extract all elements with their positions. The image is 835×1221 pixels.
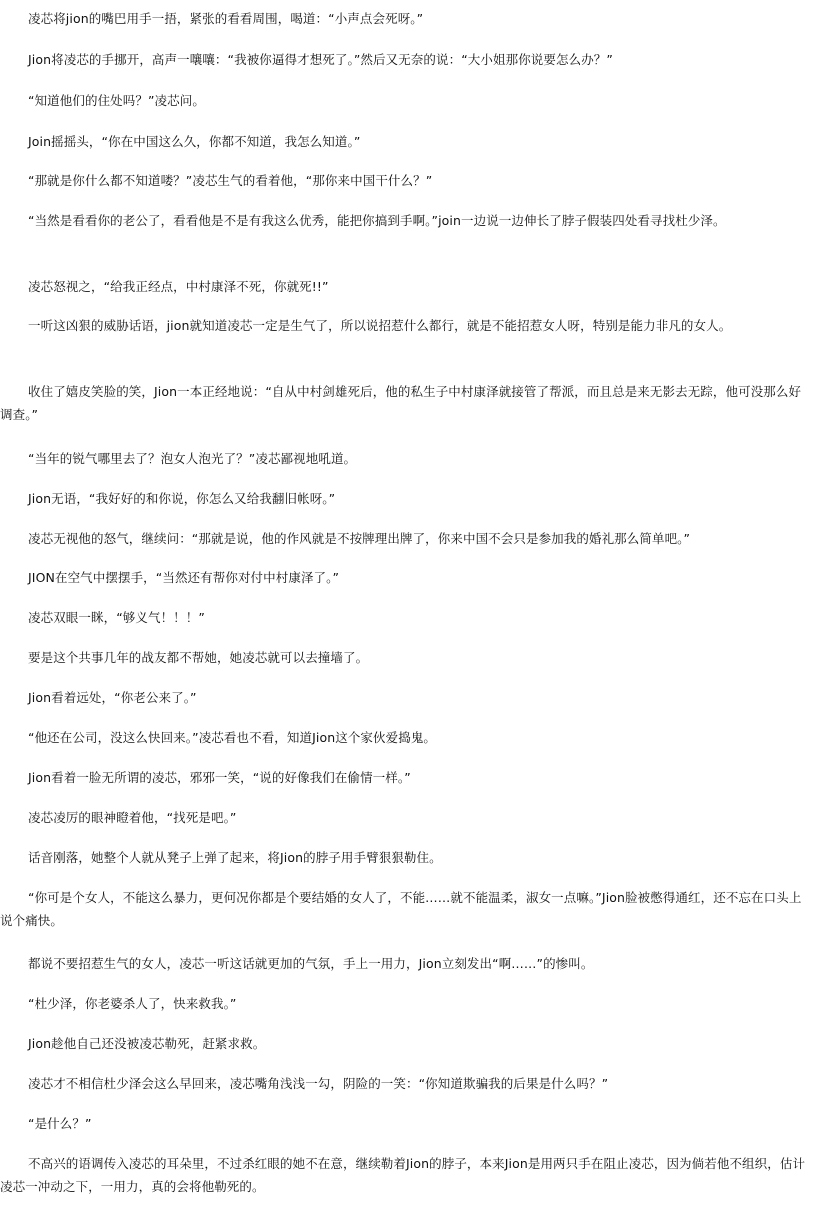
paragraph: “当年的锐气哪里去了？泡女人泡光了？”凌芯鄙视地吼道。 <box>28 451 357 466</box>
paragraph: Jion趁他自己还没被凌芯勒死，赶紧求救。 <box>28 1036 266 1051</box>
paragraph: 话音刚落，她整个人就从凳子上弹了起来，将Jion的脖子用手臂狠狠勒住。 <box>28 850 442 865</box>
paragraph: “知道他们的住处吗？”凌芯问。 <box>28 93 205 108</box>
paragraph: Jion无语，“我好好的和你说，你怎么又给我翻旧帐呀。” <box>28 491 336 506</box>
paragraph: JION在空气中摆摆手，“当然还有帮你对付中村康泽了。” <box>28 570 340 585</box>
paragraph: Jion看着一脸无所谓的凌芯，邪邪一笑，“说的好像我们在偷情一样。” <box>28 770 411 785</box>
paragraph: “你可是个女人，不能这么暴力，更何况你都是个要结婚的女人了，不能……就不能温柔，淑女一点嘛。”Jion脸被憋得通红，还不忘在口头上说个痛快。 <box>0 890 802 928</box>
paragraph: 凌芯无视他的怒气，继续问：“那就是说，他的作风就是不按牌理出牌了，你来中国不会只是参加我的婚礼那么简单吧。” <box>28 531 691 546</box>
paragraph: 凌芯凌厉的眼神瞪着他，“找死是吧。” <box>28 810 237 825</box>
paragraph: 要是这个共事几年的战友都不帮她，她凌芯就可以去撞墙了。 <box>28 650 369 665</box>
paragraph: 凌芯双眼一眯，“够义气！！！” <box>28 610 205 625</box>
paragraph: 都说不要招惹生气的女人，凌芯一听这话就更加的气氛，手上一用力，Jion立刻发出“啊……”的惨叫。 <box>28 956 594 971</box>
paragraph: “那就是你什么都不知道喽？”凌芯生气的看着他，“那你来中国干什么？” <box>28 173 433 188</box>
paragraph: “是什么？” <box>28 1116 92 1131</box>
paragraph: 不高兴的语调传入凌芯的耳朵里，不过杀红眼的她不在意，继续勒着Jion的脖子，本来Jion是用两只手在阻止凌芯，因为倘若他不组织，估计凌芯一冲动之下，一用力，真的会将他勒死的。 <box>0 1156 806 1194</box>
paragraph: 凌芯怒视之，“给我正经点，中村康泽不死，你就死!!” <box>28 279 329 294</box>
paragraph: 凌芯将jion的嘴巴用手一捂，紧张的看看周围，喝道：“小声点会死呀。” <box>28 11 424 26</box>
paragraph: 收住了嬉皮笑脸的笑，Jion一本正经地说：“自从中村剑雄死后，他的私生子中村康泽就接管了帮派，而且总是来无影去无踪，他可没那么好调查。” <box>0 384 802 422</box>
paragraph: Jion看着远处，“你老公来了。” <box>28 690 197 705</box>
paragraph: Jion将凌芯的手挪开，高声一嚷嚷：“我被你逼得才想死了。”然后又无奈的说：“大小姐那你说要怎么办？” <box>28 52 613 67</box>
paragraph: “他还在公司，没这么快回来。”凌芯看也不看，知道Jion这个家伙爱捣鬼。 <box>28 730 437 745</box>
paragraph: 一听这凶狠的威胁话语，jion就知道凌芯一定是生气了，所以说招惹什么都行，就是不能招惹女人呀，特别是能力非凡的女人。 <box>28 318 732 333</box>
paragraph: 凌芯才不相信杜少泽会这么早回来，凌芯嘴角浅浅一勾，阴险的一笑：“你知道欺骗我的后果是什么吗？” <box>28 1076 609 1091</box>
paragraph: “当然是看看你的老公了，看看他是不是有我这么优秀，能把你搞到手啊。”join一边说一边伸长了脖子假装四处看寻找杜少泽。 <box>28 213 726 228</box>
paragraph: “杜少泽，你老婆杀人了，快来救我。” <box>28 996 237 1011</box>
paragraph: Join摇摇头，“你在中国这么久，你都不知道，我怎么知道。” <box>28 134 361 149</box>
